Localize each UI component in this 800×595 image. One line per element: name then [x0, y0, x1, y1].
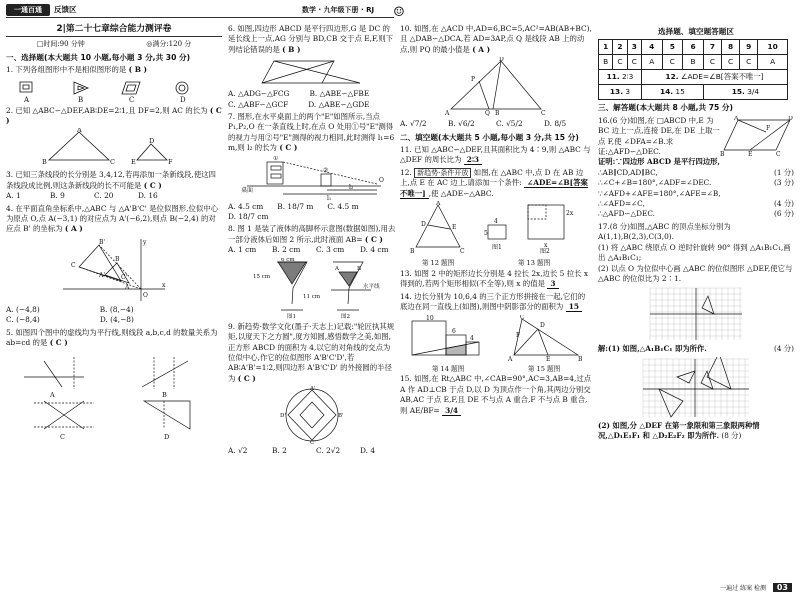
answer-1: ( B ) — [128, 65, 148, 75]
svg-text:11 cm: 11 cm — [303, 293, 321, 300]
answer-14: 15 — [566, 302, 582, 312]
svg-text:6 cm: 6 cm — [281, 257, 295, 263]
question-13: 13. 如图 2 中的矩形边长分别是 4 拉长 2x,边长 5 拉长 x 得到的,若两个矩形相似(不全等),则 x 的值是 3 — [400, 268, 589, 289]
question-17: 17.(8 分)如图,△ABC 的顶点坐标分别为 A(1,1),B(2,3),C(3,0). (1) 将 △ABC 绕原点 O 逆时针旋转 90° 得到 △A₁B₁C₁,画出 △A₁B₁C₁; (2) 以点 O 为位似中心画 △ABC 的位似图形 △DEF,使它与 △ABC 的位似比为 2∶1. 解:(1) 如图,△A₁B₁C₁ 即为所作. (4 分) (2) 如图,分 △DEF 在第一象限和第三象限两种情况,△D₁E₁F₁ 和 △D₂E₂F₂ 即为所作. (8 分) — [598, 221, 794, 441]
q8-figure — [237, 258, 387, 320]
svg-text:D: D — [788, 115, 793, 122]
svg-text:图1: 图1 — [492, 244, 502, 252]
sheet-num-3: 3 — [627, 40, 641, 55]
svg-text:B: B — [162, 390, 167, 399]
time-limit: □时间:90 分钟 — [36, 40, 85, 49]
svg-text:C: C — [776, 150, 781, 156]
q16-proof: 证明:∵四边形 ABCD 是平行四边形, ∴AB∥CD,AD∥BC, (1 分) ∴∠C+∠B=180°,∠ADF=∠DEC. (3 分) ∵∠AFD+∠AFE=180°,∠AFE=∠B, ∴∠AFD=∠C, (4 分) ∴△AFD∽△DEC. (6 分) — [598, 157, 794, 219]
svg-text:15 cm: 15 cm — [253, 273, 271, 280]
answer-7: ( C ) — [279, 143, 298, 153]
svg-text:B': B' — [99, 238, 106, 246]
svg-text:E: E — [546, 355, 551, 361]
sheet-num-6: 6 — [683, 40, 704, 55]
answer-6: ( B ) — [282, 44, 301, 54]
q17-answer-figure — [641, 357, 751, 419]
svg-text:F: F — [516, 331, 521, 339]
svg-text:C: C — [460, 248, 465, 256]
svg-text:水平线: 水平线 — [363, 283, 380, 290]
answer-2: ( C ) — [6, 105, 222, 126]
svg-text:5: 5 — [484, 230, 488, 238]
answer-10: ( A ) — [472, 44, 491, 54]
svg-text:C: C — [71, 261, 76, 269]
q17-solution-2: (2) 如图,分 △DEF 在第一象限和第三象限两种情况,△D₁E₁F₁ 和 △D₂E₂F₂ 即为所作. (8 分) — [598, 420, 760, 441]
section-3-heading: 三、解答题(本大题共 8 小题,共 75 分) — [598, 103, 733, 113]
svg-text:x: x — [544, 242, 548, 250]
svg-text:l₁: l₁ — [327, 194, 332, 200]
mascot-icon: ☺ — [393, 5, 405, 20]
column-2 — [228, 24, 396, 459]
svg-text:C: C — [520, 314, 525, 321]
section-1-heading: 一、选择题(本大题共 10 小题,每小题 3 分,共 30 分) — [6, 52, 191, 62]
section-2-heading: 二、填空题(本大题共 5 小题,每小题 3 分,共 15 分) — [400, 132, 579, 142]
question-10: 10. 如图,在 △ACD 中,AD=6,BC=5,AC²=AB(AB+BC),且 △DAB∽△DCA,若 AD=3AP,点 Q 是线段 AB 上的动点,则 PQ 的最小值是 ( A ) D P A Q B C A. √7/2 B. √6/2 C. √5/2 D. 8/5 — [400, 24, 592, 129]
page-title: 2|第二十七章综合能力测评卷 — [6, 24, 222, 37]
svg-text:B: B — [495, 110, 500, 118]
svg-text:A: A — [77, 128, 82, 135]
sheet-num-5: 5 — [662, 40, 683, 55]
svg-text:B: B — [115, 255, 120, 263]
q10-options: A. √7/2 B. √6/2 C. √5/2 D. 8/5 — [400, 119, 567, 129]
answer-sheet-fill-row-1 — [599, 70, 788, 85]
exam-meta — [6, 39, 222, 49]
column-4 — [598, 24, 794, 444]
q1-opt-d: D — [180, 95, 186, 104]
answer-sheet-title: 选择题、填空题答题区 — [658, 27, 734, 36]
answer-15: 3/4 — [442, 406, 461, 416]
svg-text:D: D — [421, 221, 426, 229]
svg-text:D: D — [499, 57, 504, 64]
sheet-num-4: 4 — [641, 40, 662, 55]
svg-text:A: A — [436, 201, 441, 208]
svg-text:C': C' — [310, 440, 316, 445]
q1-opt-c: C — [129, 95, 135, 104]
svg-text:F: F — [766, 124, 771, 132]
svg-text:D: D — [164, 432, 170, 441]
sheet-choice-7: C — [703, 55, 721, 70]
sheet-choice-10: A — [758, 55, 788, 70]
svg-text:A: A — [335, 265, 339, 272]
svg-text:6: 6 — [452, 327, 456, 335]
question-2: 2. 已知 △ABC∽△DEF,AB∶DE=2∶1,且 DF=2,则 AC 的长为 ( C ) A B C D E F — [6, 105, 222, 167]
q5-figure — [14, 351, 214, 441]
q1-opt-a: A — [24, 95, 30, 104]
svg-text:C: C — [541, 110, 546, 118]
svg-text:B: B — [357, 265, 362, 272]
q4-options: A. (−4,8) B. (8,−4) C. (−8,4) D. (4,−8) — [6, 304, 134, 325]
question-11: 11. 已知 △ABC∽△DEF,且其面积比为 4∶9,则 △ABC 与 △DEF 的周长比为 2∶3 — [400, 145, 591, 165]
q12-figure — [408, 201, 468, 255]
q13-figure — [484, 201, 584, 255]
answer-12: ∠ADE=∠B[答案不唯一] — [400, 178, 588, 198]
svg-text:P: P — [471, 76, 476, 84]
sheet-choice-2: C — [613, 55, 627, 70]
answer-sheet-numbers — [599, 40, 788, 55]
svg-text:A: A — [50, 390, 55, 399]
q1-opt-b: B — [78, 95, 84, 104]
q10-figure — [441, 57, 551, 117]
answer-13: 3 — [547, 279, 558, 289]
sheet-choice-9: C — [740, 55, 758, 70]
q13-caption: 第 13 题图 — [517, 259, 551, 268]
full-score: ◎满分:120 分 — [146, 40, 192, 49]
svg-text:A: A — [445, 110, 450, 118]
q17-grid-figure — [648, 286, 744, 342]
fill-13: 13. 3 — [599, 85, 642, 100]
answer-9: ( C ) — [237, 373, 256, 383]
svg-text:4: 4 — [470, 334, 474, 342]
svg-text:D': D' — [280, 413, 286, 420]
sheet-num-9: 9 — [740, 40, 758, 55]
column-1 — [6, 24, 222, 443]
question-3: 3. 已知三条线段的长分别是 3,4,12,若再添加一条新线段,使这四条线段成比例,则这条新线段的长不可能是 ( C ) A. 1 B. 9 C. 20 D. 16 — [6, 170, 222, 201]
brand-logo: 一通百通 — [6, 4, 50, 16]
q14-caption: 第 14 题图 — [431, 364, 465, 373]
q15-figure — [504, 315, 584, 361]
svg-text:B: B — [720, 150, 725, 156]
subject-label: 数学 · 九年级下册 · RJ — [302, 6, 375, 14]
sheet-num-2: 2 — [613, 40, 627, 55]
svg-text:4: 4 — [494, 218, 498, 226]
answer-sheet-table — [598, 39, 788, 100]
q6-figure — [252, 57, 372, 87]
svg-text:y: y — [143, 238, 147, 246]
svg-text:①: ① — [273, 155, 279, 162]
answer-sheet-choices — [599, 55, 788, 70]
q9-figure — [272, 386, 352, 444]
q12-caption: 第 12 题图 — [421, 259, 455, 268]
svg-text:x: x — [162, 281, 166, 289]
column-3 — [400, 24, 592, 418]
svg-text:2x: 2x — [566, 210, 574, 218]
svg-text:B: B — [578, 355, 583, 361]
svg-text:C: C — [110, 158, 115, 167]
q14-figure — [408, 315, 488, 361]
question-8: 8. 图 1 是装了液体的高脚杯示意图(数据如图),用去一部分液体后如图 2 所示,此时液面 AB= ( C ) A. 1 cm B. 2 cm C. 3 cm D. 4 cm 6 cm 15 cm 11 cm A B 水平线 图1 图2 — [228, 224, 396, 320]
svg-text:B: B — [42, 158, 47, 167]
sheet-num-1: 1 — [599, 40, 613, 55]
question-4: 4. 在平面直角坐标系中,△ABC 与 △A'B'C' 是位似图形,位似中心为原点 O,点 A(−3,1) 的对应点为 A'(−6,2),则点 B(−2,4) 的对应点 B' 的坐标为 ( A ) C B' B A' A O x y C' A. (−4,8) B. (8,−4) C. (−8,4) D. (4,−8) — [6, 204, 222, 326]
svg-text:F: F — [168, 158, 173, 167]
svg-text:A: A — [508, 355, 513, 361]
q12-tag: 新趋势·条件开放 — [414, 168, 471, 178]
q6-options: A. △ADG∽△FCG B. △ABE∽△FBE C. △ABF∽△GCF D. △ABE∽△GDE — [228, 89, 370, 109]
svg-text:10: 10 — [426, 314, 434, 322]
svg-text:l₂: l₂ — [349, 183, 354, 191]
question-12: 12. 新趋势·条件开放 如图,在 △ABC 中,点 D 在 AB 边上,点 E 在 AC 边上,请添加一个条件: ∠ADE=∠B[答案不唯一] ,使 △ADE∽△ABC. — [400, 167, 588, 198]
sheet-num-10: 10 — [758, 40, 788, 55]
header — [6, 4, 794, 18]
svg-text:桌面: 桌面 — [241, 186, 254, 194]
svg-text:图2: 图2 — [341, 313, 350, 320]
sheet-choice-4: A — [641, 55, 662, 70]
q7-options: A. 4.5 cm B. 18/7 m C. 4.5 m D. 18/7 cm — [228, 201, 359, 222]
sheet-choice-8: C — [722, 55, 740, 70]
q8-options: A. 1 cm B. 2 cm C. 3 cm D. 4 cm — [228, 245, 389, 255]
svg-text:A: A — [125, 283, 130, 291]
fill-12: 12. ∠ADE=∠B[答案不唯一] — [641, 70, 787, 85]
q15-caption: 第 15 题图 — [527, 364, 561, 373]
answer-5: ( C ) — [49, 338, 68, 348]
q14-q15-figures — [400, 315, 592, 375]
svg-text:②: ② — [323, 166, 329, 174]
question-9: 9. 新趋势·数学文化(墨子·天志上)记载:"轮匠执其规矩,以度天下之方圆",度方知圆,感悟数学之美,如图,正方形 ABCD 的面积为 4,以它的对角线的交点为位似中心,作它的位似图形 A'B'C'D',若 AB∶A'B'=1∶2,则四边形 A'B'C'D' 的外接圆的半径为 ( C ) A' B' C' D' A. √2 B. 2 C. 2√2 D. 4 — [228, 321, 395, 456]
svg-text:E: E — [131, 158, 136, 167]
q16-figure — [720, 116, 794, 156]
question-7: 7. 图形,在水平桌面上的两个"E"如图所示,当点 P₁,P₂,O 在一条直线上时,在点 O 处用①号"E"测得的视力与用②号"E"测得的视力相同,此时测得 l₁=6 m,则 l₂ 的长为 ( C ) 桌面 ① ② O l₁ l₂ A. 4.5 cm B. 18/7 m C. 4.5 m D. 18/7 cm — [228, 112, 395, 222]
q4-figure — [59, 237, 169, 303]
question-15: 15. 如图,在 Rt△ABC 中,∠CAB=90°,AC=3,AB=4,过点 A 作 AD⊥CB 于点 D,以 D 为顶点作一个角,其两边分别交 AB,AC 于点 E,F,且 DE 不与点 A 重合,F 不与点 B 重合,则 AE/BF= 3/4 — [400, 374, 592, 415]
svg-text:O: O — [379, 176, 384, 184]
fill-11: 11. 2∶3 — [599, 70, 642, 85]
fill-15: 15. 3/4 — [703, 85, 787, 100]
svg-text:A: A — [734, 115, 739, 122]
svg-text:A': A' — [99, 271, 105, 279]
svg-text:C': C' — [121, 273, 128, 281]
svg-text:E: E — [748, 150, 753, 156]
q3-options: A. 1 B. 9 C. 20 D. 16 — [6, 191, 158, 201]
q1-figure — [14, 78, 214, 104]
answer-8: ( C ) — [364, 234, 383, 244]
sheet-choice-3: C — [627, 55, 641, 70]
svg-text:D: D — [149, 137, 155, 146]
svg-text:D: D — [540, 321, 545, 329]
question-1: 1. 下列各组图形中不是相似图形的是 ( B ) A B C D — [6, 65, 222, 103]
header-rule — [6, 17, 394, 18]
sheet-choice-6: B — [683, 55, 704, 70]
sheet-choice-1: B — [599, 55, 613, 70]
page-number: 03 — [773, 583, 792, 592]
feedback-badge: 反馈区 — [54, 5, 77, 14]
svg-text:O: O — [143, 291, 148, 299]
q9-options: A. √2 B. 2 C. 2√2 D. 4 — [228, 446, 376, 456]
answer-4: ( A ) — [64, 224, 83, 234]
svg-text:C: C — [60, 432, 65, 441]
q2-figure — [39, 128, 189, 168]
svg-text:B': B' — [338, 413, 344, 420]
q17-solution-1: 解:(1) 如图,△A₁B₁C₁ 即为所作. (4 分) — [598, 344, 794, 354]
svg-text:B: B — [410, 248, 415, 256]
answer-11: 2∶3 — [464, 155, 482, 165]
question-6: 6. 如图,四边形 ABCD 是平行四边形,G 是 DC 的延长线上一点,AG 分别与 BD,CB 交于点 E,F,则下列结论错误的是 ( B ) A. △ADG∽△FCG B. △ABE∽△FBE C. △ABF∽△GCF D. △ABE∽△GDE — [228, 24, 396, 110]
fill-14: 14. 15 — [641, 85, 703, 100]
svg-text:A': A' — [310, 386, 316, 393]
sheet-num-7: 7 — [703, 40, 721, 55]
answer-sheet-fill-row-2 — [599, 85, 788, 100]
q7-figure — [237, 156, 387, 200]
question-5: 5. 如图四个图中的虚线均为平行线,则线段 a,b,c,d 的数量关系为 ab=cd 的是 ( C ) A B C D — [6, 327, 218, 441]
sheet-num-8: 8 — [722, 40, 740, 55]
svg-text:图2: 图2 — [540, 248, 550, 256]
sheet-choice-5: C — [662, 55, 683, 70]
svg-text:E: E — [452, 224, 457, 232]
question-14: 14. 边长分别为 10,6,4 的三个正方形拼接在一起,它们的底边在同一直线上(如图),则图中阴影部分的面积为 15 — [400, 291, 586, 312]
q12-q13-figures — [400, 201, 592, 269]
svg-text:Q: Q — [485, 110, 490, 118]
corner-label: 一遍过 练案 检测 — [720, 585, 766, 592]
svg-text:图1: 图1 — [287, 313, 296, 320]
answer-3: ( C ) — [143, 180, 162, 190]
question-16: 16.(6 分)如图,在 □ABCD 中,E 为 BC 边上一点,连接 DE,在 DE 上取一点 F,使 ∠DFA=∠B.求证:△AFD∽△DEC. A D F B E C 证明:∵四边形 ABCD 是平行四边形, ∴AB∥CD,AD∥BC, (1 分) ∴∠C+∠B=180°,∠ADF=∠DEC. (3 分) ∵∠AFD+∠AFE=180°,∠AFE=∠B, ∴∠AFD=∠C, (4 分) ∴△AFD∽△DEC. (6 分) — [598, 115, 794, 219]
